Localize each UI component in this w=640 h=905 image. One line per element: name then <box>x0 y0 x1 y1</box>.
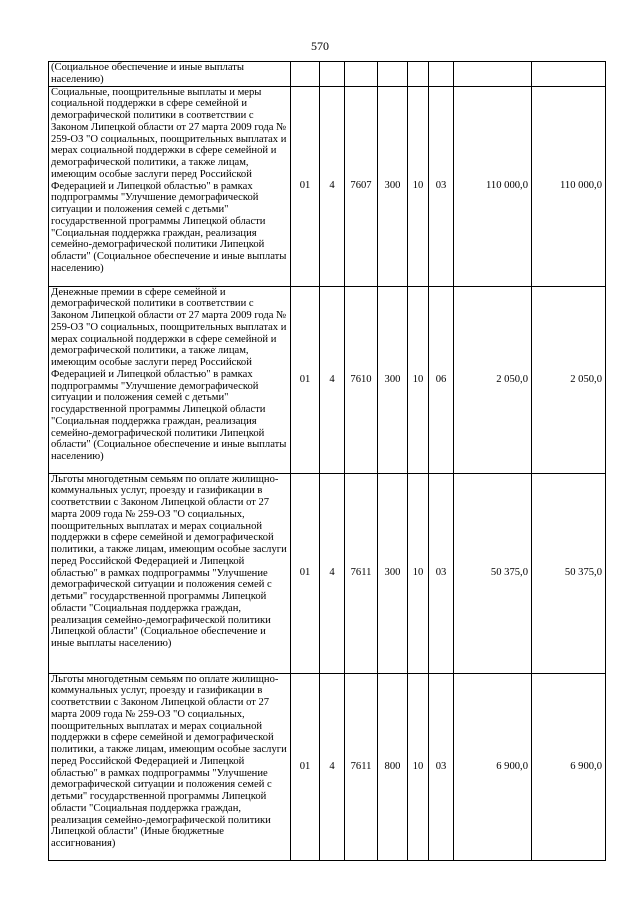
section-code-cell: 10 <box>408 86 429 286</box>
program-code-cell: 01 <box>291 286 320 473</box>
table-row <box>49 62 606 87</box>
target-article-cell: 7611 <box>345 673 378 860</box>
section-code-cell: 10 <box>408 673 429 860</box>
section-code-cell <box>408 62 429 87</box>
subprogram-code-cell: 4 <box>320 473 345 673</box>
section-code-cell: 10 <box>408 286 429 473</box>
table-row <box>49 473 606 673</box>
subsection-code-cell <box>429 62 454 87</box>
subprogram-code-cell <box>320 62 345 87</box>
row-description: (Социальное обеспечение и иные выплаты населению) <box>49 62 291 87</box>
subsection-code-cell: 03 <box>429 673 454 860</box>
amount-cell: 6 900,0 <box>532 673 606 860</box>
subprogram-code-cell: 4 <box>320 86 345 286</box>
subsection-code-cell: 03 <box>429 473 454 673</box>
table-row <box>49 673 606 860</box>
expense-type-cell: 300 <box>378 86 408 286</box>
budget-table <box>48 61 606 861</box>
amount-cell: 50 375,0 <box>454 473 532 673</box>
amount-cell <box>532 62 606 87</box>
amount-cell <box>454 62 532 87</box>
target-article-cell: 7607 <box>345 86 378 286</box>
amount-cell: 6 900,0 <box>454 673 532 860</box>
expense-type-cell <box>378 62 408 87</box>
row-description: Социальные, поощрительные выплаты и меры социальной поддержки в сфере семейной и демографической политики в соответствии с Законом Липецкой области от 27 марта 2009 года № 259-ОЗ "О социальных, поощрительных выплатах и мерах социальной поддержки в сфере семейной и демографической политики, а также лицам, имеющим особые заслуги перед Российской Федерацией и Липецкой областью" в рамках подпрограммы "Улучшение демографической ситуации и положения семей с детьми" государственной программы Липецкой области "Социальная поддержка граждан, реализация семейно-демографической политики Липецкой области" (Социальное обеспечение и иные выплаты населению) <box>49 86 291 286</box>
expense-type-cell: 300 <box>378 473 408 673</box>
target-article-cell: 7610 <box>345 286 378 473</box>
target-article-cell: 7611 <box>345 473 378 673</box>
program-code-cell <box>291 62 320 87</box>
expense-type-cell: 300 <box>378 286 408 473</box>
table-row <box>49 286 606 473</box>
amount-cell: 110 000,0 <box>532 86 606 286</box>
subsection-code-cell: 06 <box>429 286 454 473</box>
row-description: Льготы многодетным семьям по оплате жилищно-коммунальных услуг, проезду и газификации в соответствии с Законом Липецкой области от 27 марта 2009 года № 259-ОЗ "О социальных, поощрительных выплатах и мерах социальной поддержки в сфере семейной и демографической политики, а также лицам, имеющим особые заслуги перед Российской Федерацией и Липецкой областью" в рамках подпрограммы "Улучшение демографической ситуации и положения семей с детьми" государственной программы Липецкой области "Социальная поддержка граждан, реализация семейно-демографической политики Липецкой области" (Социальное обеспечение и иные выплаты населению) <box>49 473 291 673</box>
table-row <box>49 86 606 286</box>
subprogram-code-cell: 4 <box>320 673 345 860</box>
amount-cell: 2 050,0 <box>454 286 532 473</box>
row-description: Льготы многодетным семьям по оплате жилищно-коммунальных услуг, проезду и газификации в соответствии с Законом Липецкой области от 27 марта 2009 года № 259-ОЗ "О социальных, поощрительных выплатах и мерах социальной поддержки в сфере семейной и демографической политики, а также лицам, имеющим особые заслуги перед Российской Федерацией и Липецкой областью" в рамках подпрограммы "Улучшение демографической ситуации и положения семей с детьми" государственной программы Липецкой области "Социальная поддержка граждан, реализация семейно-демографической политики Липецкой области" (Иные бюджетные ассигнования) <box>49 673 291 860</box>
target-article-cell <box>345 62 378 87</box>
row-description: Денежные премии в сфере семейной и демографической политики в соответствии с Законом Липецкой области от 27 марта 2009 года № 259-ОЗ "О социальных, поощрительных выплатах и мерах социальной поддержки в сфере семейной и демографической политики, а также лицам, имеющим особые заслуги перед Российской Федерацией и Липецкой областью" в рамках подпрограммы "Улучшение демографической ситуации и положения семей с детьми" государственной программы Липецкой области "Социальная поддержка граждан, реализация семейно-демографической политики Липецкой области" (Социальное обеспечение и иные выплаты населению) <box>49 286 291 473</box>
amount-cell: 110 000,0 <box>454 86 532 286</box>
program-code-cell: 01 <box>291 473 320 673</box>
program-code-cell: 01 <box>291 86 320 286</box>
subprogram-code-cell: 4 <box>320 286 345 473</box>
subsection-code-cell: 03 <box>429 86 454 286</box>
expense-type-cell: 800 <box>378 673 408 860</box>
page-number: 570 <box>311 39 329 53</box>
program-code-cell: 01 <box>291 673 320 860</box>
amount-cell: 50 375,0 <box>532 473 606 673</box>
amount-cell: 2 050,0 <box>532 286 606 473</box>
section-code-cell: 10 <box>408 473 429 673</box>
